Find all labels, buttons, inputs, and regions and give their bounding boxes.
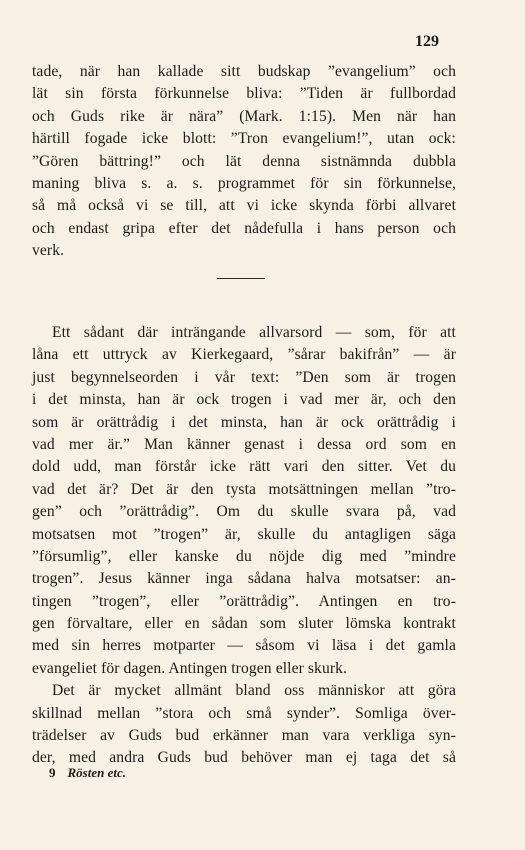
paragraph-1 (32, 61, 456, 263)
text-line: der, med andra Guds bud behöver man ej taga det så (32, 749, 456, 767)
text-line: så må också vi se till, att vi icke skynda förbi allvaret (32, 197, 456, 215)
text-line: med sin herres motparter — såsom vi läsa i det gamla (32, 637, 456, 655)
text-line: vad mer är.” Man känner genast i dessa ord som en (32, 435, 456, 453)
text-line: evangeliet för dagen. Antingen trogen eller skurk. (32, 659, 348, 677)
text-line: Ett sådant där inträngande allvarsord — som, för att (52, 324, 456, 341)
text-line: verk. (32, 242, 65, 260)
text-line: och endast gripa efter det nådefulla i hans person och (32, 219, 456, 237)
text-line: trogen”. Jesus känner inga sådana halva motsatser: an- (32, 570, 456, 588)
text-line: skillnad mellan ”stora och små synder”. Somliga över- (32, 704, 456, 722)
text-line: låna ett uttryck av Kierkegaard, ”sårar bakifrån” — är (32, 346, 456, 364)
signature-title: Rösten etc. (67, 765, 126, 780)
text-line: trädelser av Guds bud erkänner man vara verkliga syn- (32, 727, 456, 745)
text-line: ”försumlig”, eller kanske du nöjde dig med ”mindre (32, 547, 456, 565)
text-line: motsatsen mot ”trogen” är, skulle du antagligen säga (32, 525, 456, 543)
text-line: ”Gören bättring!” och lät denna sistnämnda dubbla (32, 152, 456, 170)
text-line: i det minsta, han är ock trogen i vad mer är, och den (32, 391, 456, 409)
text-line: lät sin första förkunnelse bliva: ”Tiden är fullbordad (32, 85, 456, 103)
signature-number: 9 (49, 765, 56, 780)
text-line: tingen ”trogen”, eller ”orättrådig”. Antingen en tro- (32, 592, 456, 610)
text-line: vad det är? Det är den tysta motsättningen mellan ”tro- (32, 480, 456, 498)
text-line: Det är mycket allmänt bland oss människor att göra (52, 682, 456, 700)
text-line: härtill fogade icke blott: ”Tron evangelium!”, utan ock: (32, 130, 456, 148)
text-line: och Guds rike är nära” (Mark. 1:15). Men när han (32, 107, 456, 125)
page-number: 129 (415, 33, 439, 50)
text-line: just begynnelseorden i vår text: ”Den som är trogen (32, 368, 456, 386)
printer-signature (49, 765, 126, 781)
text-line: som är orättrådig i det minsta, han är ock orättrådig i (32, 413, 456, 431)
section-divider (217, 278, 265, 279)
text-line: gen förvaltare, eller en sådan som sluter lömska kontrakt (32, 615, 456, 633)
text-line: dold udd, man förstår icke rätt vari den sitter. Vet du (32, 458, 456, 476)
paragraph-2 (32, 322, 456, 770)
text-line: gen” och ”orättrådig”. Om du skulle svara på, vad (32, 503, 456, 521)
text-line: maning bliva s. a. s. programmet för sin förkunnelse, (32, 174, 456, 192)
text-line: tade, när han kallade sitt budskap ”evangelium” och (32, 63, 456, 80)
